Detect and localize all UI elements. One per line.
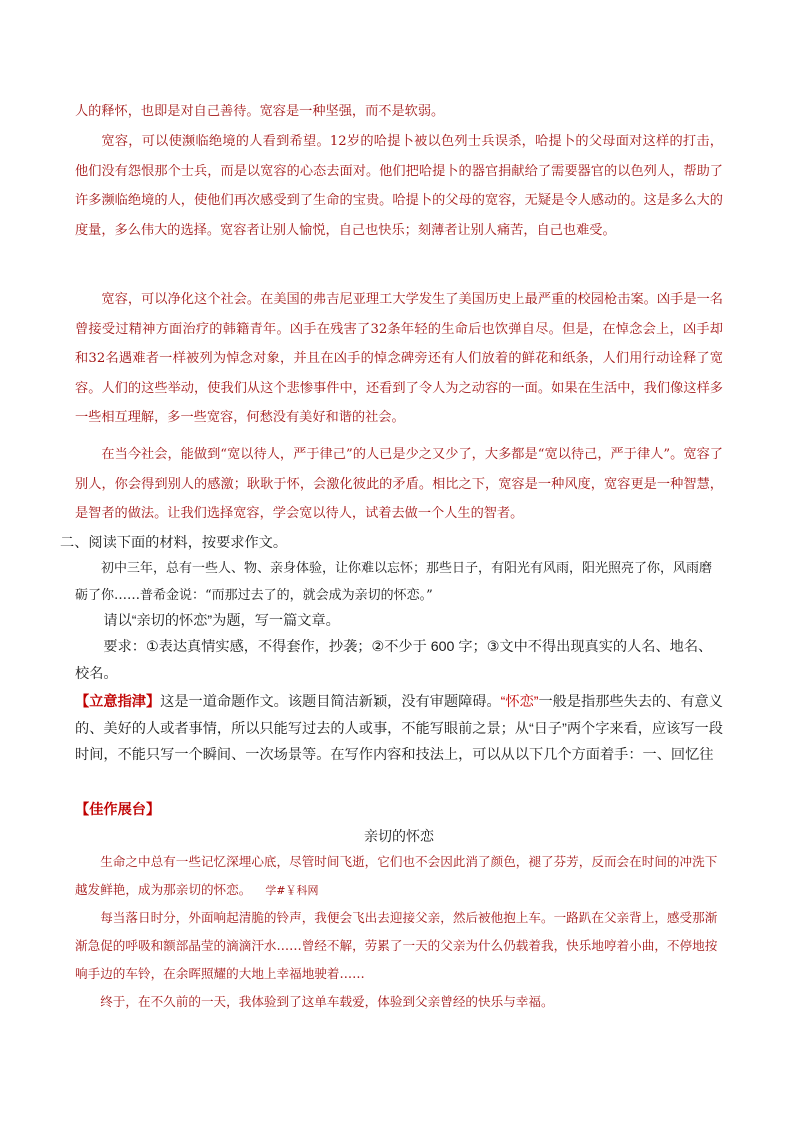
- showcase-paragraph-2: 每当落日时分，外面响起清脆的铃声，我便会飞出去迎接父亲，然后被他抱上车。一路趴在父亲背上，感受那渐渐急促的呼吸和额部晶莹的滴滴汗水……曾经不解，劳累了一天的父亲为什么仍载着我，快乐地哼着小曲，不停地按响手边的车铃，在余晖照耀的大地上幸福地驶着……: [75, 910, 718, 981]
- showcase-title: 亲切的怀恋: [364, 828, 434, 844]
- guide-text-a: 这是一道命题作文。该题目简洁新颖，没有审题障碍。: [160, 694, 501, 710]
- essay-paragraph-3: 在当今社会，能做到“宽以待人，严于律己”的人已是少之又少了，大多都是“宽以待己，严于律人”。宽容了别人，你会得到别人的感激；耿耿于怀，会激化彼此的矛盾。相比之下，宽容是一种风度，宽容更是一种智慧，是智者的做法。让我们选择宽容，学会宽以待人，试着去做一个人生的智者。: [75, 447, 723, 521]
- task-heading: 二、阅读下面的材料，按要求作文。: [60, 535, 288, 551]
- guide-text-b: 一般是指那些失去的、有意义的、美好的人或者事情，所以只能写过去的人或事，不能写眼前之景；从“日子”两个字来看，应该写一段时间，不能只写一个瞬间、一次场景等。在写作内容和技法上，可以从以下几个方面着手：一、回忆往: [75, 694, 723, 763]
- essay-paragraph-0: 人的释怀，也即是对自己善待。宽容是一种坚强，而不是软弱。: [75, 104, 445, 119]
- guide-tag: 【立意指津】: [75, 694, 161, 710]
- guide-paragraph: [75, 689, 723, 769]
- essay-paragraph-1: 宽容，可以使濒临绝境的人看到希望。12岁的哈提卜被以色列士兵误杀，哈提卜的父母面对这样的打击，他们没有怨恨那个士兵，而是以宽容的心态去面对。他们把哈提卜的器官捐献给了需要器官的以色列人，帮助了许多濒临绝境的人，使他们再次感受到了生命的宝贵。哈提卜的父母的宽容，无疑是令人感动的。这是多么大的度量，多么伟大的选择。宽容者让别人愉悦，自己也快乐；刻薄者让别人痛苦，自己也难受。: [75, 134, 723, 238]
- showcase-paragraph-1-text: 生命之中总有一些记忆深埋心底，尽管时间飞逝，它们也不会因此消了颜色，褪了芬芳，反而会在时间的冲洗下越发鲜艳，成为那亲切的怀恋。: [75, 854, 718, 897]
- showcase-tag: 【佳作展台】: [75, 802, 161, 818]
- showcase-paragraph-3: 终于，在不久前的一天，我体验到了这单车载爱，体验到父亲曾经的快乐与幸福。: [100, 994, 554, 1009]
- task-material: 初中三年，总有一些人、物、亲身体验，让你难以忘怀；那些日子，有阳光有风雨，阳光照亮了你，风雨磨砺了你……普希金说：“而那过去了的，就会成为亲切的怀恋。”: [75, 561, 713, 603]
- guide-text-quote: “怀恋”: [500, 694, 539, 710]
- task-instruction: 请以“亲切的怀恋”为题，写一篇文章。: [103, 613, 340, 629]
- task-requirement: 要求：①表达真情实感，不得套作，抄袭；②不少于 600 字；③文中不得出现真实的人名、地名、校名。: [75, 639, 713, 682]
- showcase-paragraph-1: [75, 848, 723, 905]
- essay-paragraph-2: 宽容，可以净化这个社会。在美国的弗吉尼亚理工大学发生了美国历史上最严重的校园枪击案。凶手是一名曾接受过精神方面治疗的韩籍青年。凶手在残害了32条年轻的生命后也饮弹自尽。但是，在悼念会上，凶手却和32名遇难者一样被列为悼念对象，并且在凶手的悼念碑旁还有人们放着的鲜花和纸条，人们用行动诠释了宽容。人们的这些举动，使我们从这个悲惨事件中，还看到了令人为之动容的一面。如果在生活中，我们像这样多一些相互理解，多一些宽容，何愁没有美好和谐的社会。: [75, 292, 723, 425]
- watermark-text: 学#￥科网: [265, 884, 319, 897]
- showcase-heading: [75, 797, 723, 824]
